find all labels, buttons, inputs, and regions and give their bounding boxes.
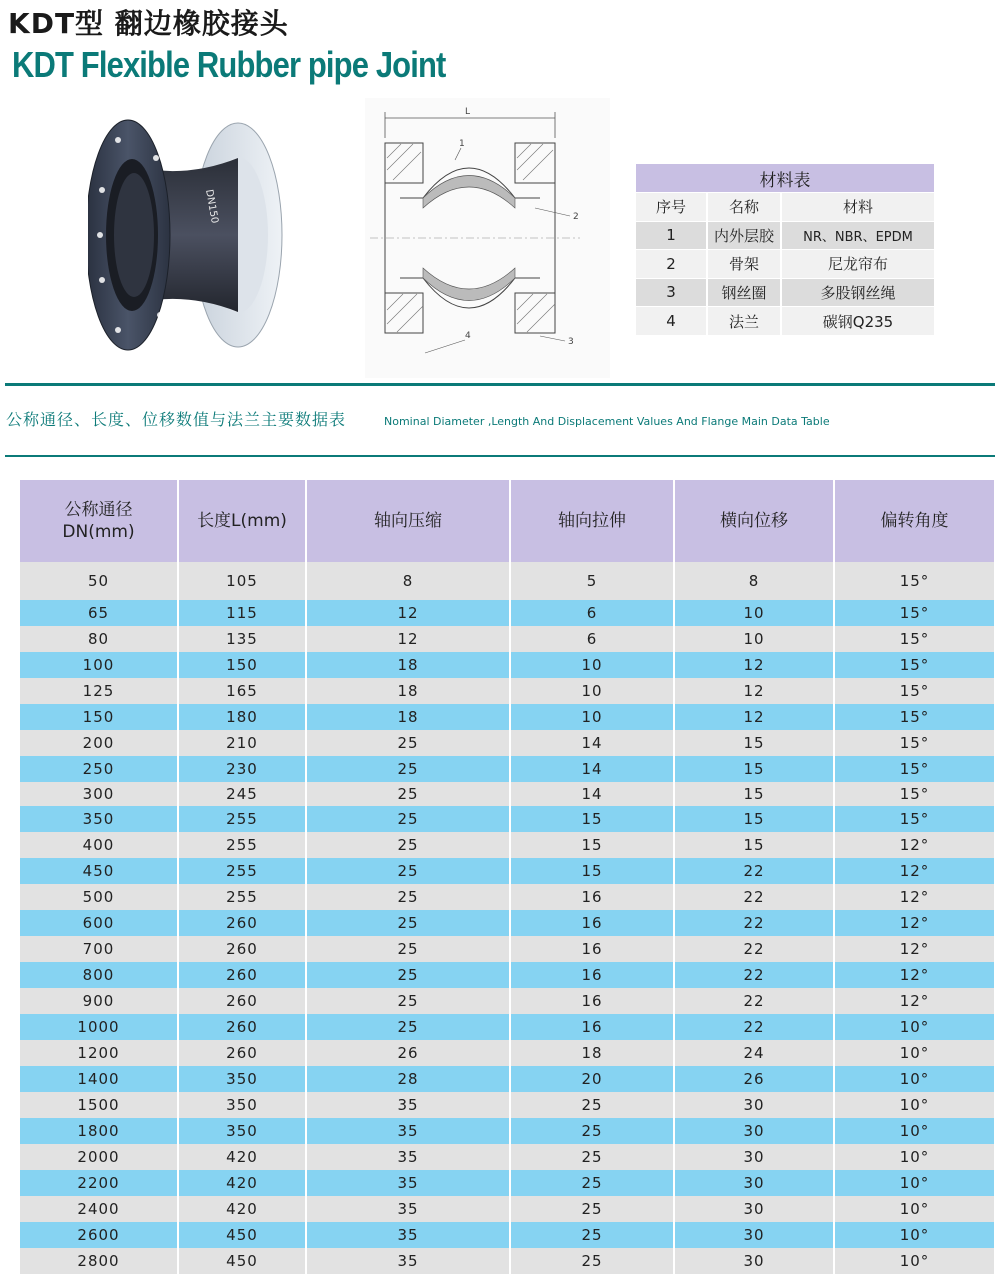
materials-cell: 2 [636, 250, 707, 279]
table-cell: 15 [674, 756, 834, 782]
table-cell: 255 [178, 858, 306, 884]
table-cell: 10 [510, 652, 674, 678]
materials-cell: 多股钢丝绳 [781, 278, 934, 307]
table-cell: 25 [306, 756, 510, 782]
table-cell: 420 [178, 1196, 306, 1222]
table-cell: 12 [674, 652, 834, 678]
callout-2: 2 [573, 212, 579, 222]
materials-cell: 1 [636, 221, 707, 250]
table-cell: 260 [178, 962, 306, 988]
table-row [20, 730, 994, 756]
table-cell: 210 [178, 730, 306, 756]
table-cell: 1200 [20, 1040, 178, 1066]
table-cell: 260 [178, 910, 306, 936]
table-cell: 10 [674, 600, 834, 626]
data-table [20, 480, 994, 1274]
table-cell: 12° [834, 910, 994, 936]
table-cell: 50 [20, 562, 178, 600]
table-cell: 12° [834, 832, 994, 858]
table-row [20, 910, 994, 936]
table-cell: 14 [510, 756, 674, 782]
page-title-cn: KDT型 翻边橡胶接头 [8, 7, 289, 40]
materials-row [636, 278, 934, 307]
table-cell: 25 [510, 1222, 674, 1248]
header-cell: 轴向压缩 [306, 480, 510, 562]
page-title-en: KDT Flexible Rubber pipe Joint [12, 44, 446, 85]
table-cell: 10° [834, 1092, 994, 1118]
table-cell: 350 [178, 1118, 306, 1144]
table-row [20, 1144, 994, 1170]
table-cell: 10 [510, 704, 674, 730]
table-cell: 25 [306, 806, 510, 832]
table-cell: 12° [834, 936, 994, 962]
table-cell: 18 [306, 652, 510, 678]
table-cell: 100 [20, 652, 178, 678]
dim-label-l: L [465, 107, 471, 117]
table-cell: 25 [510, 1248, 674, 1274]
table-cell: 30 [674, 1092, 834, 1118]
materials-caption: 材料表 [636, 164, 934, 193]
table-cell: 15 [510, 832, 674, 858]
table-cell: 125 [20, 678, 178, 704]
table-cell: 18 [306, 704, 510, 730]
table-cell: 25 [306, 832, 510, 858]
table-cell: 15 [510, 806, 674, 832]
table-cell: 22 [674, 962, 834, 988]
table-cell: 10° [834, 1144, 994, 1170]
table-row [20, 988, 994, 1014]
table-cell: 420 [178, 1170, 306, 1196]
table-cell: 22 [674, 910, 834, 936]
table-cell: 180 [178, 704, 306, 730]
table-cell: 12 [306, 626, 510, 652]
table-cell: 105 [178, 562, 306, 600]
table-cell: 8 [306, 562, 510, 600]
product-photo [88, 110, 288, 360]
table-cell: 6 [510, 600, 674, 626]
table-cell: 35 [306, 1118, 510, 1144]
table-cell: 22 [674, 884, 834, 910]
table-cell: 22 [674, 1014, 834, 1040]
table-row [20, 1040, 994, 1066]
table-cell: 25 [510, 1092, 674, 1118]
table-cell: 16 [510, 936, 674, 962]
table-cell: 200 [20, 730, 178, 756]
table-cell: 15° [834, 626, 994, 652]
table-row [20, 782, 994, 806]
materials-table [636, 164, 934, 335]
table-cell: 35 [306, 1222, 510, 1248]
table-row [20, 884, 994, 910]
table-cell: 260 [178, 1014, 306, 1040]
table-cell: 25 [510, 1144, 674, 1170]
table-cell: 25 [306, 936, 510, 962]
table-row [20, 858, 994, 884]
table-cell: 10° [834, 1014, 994, 1040]
table-cell: 255 [178, 884, 306, 910]
materials-cell: 钢丝圈 [707, 278, 781, 307]
table-row [20, 652, 994, 678]
table-cell: 30 [674, 1118, 834, 1144]
table-cell: 12 [674, 704, 834, 730]
table-cell: 15° [834, 600, 994, 626]
header-cell: 长度L(mm) [178, 480, 306, 562]
table-cell: 800 [20, 962, 178, 988]
table-cell: 25 [510, 1118, 674, 1144]
table-cell: 25 [306, 910, 510, 936]
table-cell: 500 [20, 884, 178, 910]
table-row [20, 600, 994, 626]
table-row [20, 1170, 994, 1196]
materials-cell: 4 [636, 307, 707, 336]
table-cell: 2000 [20, 1144, 178, 1170]
table-row [20, 678, 994, 704]
materials-cell: 3 [636, 278, 707, 307]
table-cell: 35 [306, 1170, 510, 1196]
table-row [20, 756, 994, 782]
table-cell: 150 [178, 652, 306, 678]
table-cell: 450 [178, 1222, 306, 1248]
table-cell: 165 [178, 678, 306, 704]
table-cell: 25 [306, 962, 510, 988]
table-cell: 400 [20, 832, 178, 858]
section-title-en: Nominal Diameter ,Length And Displacement Values And Flange Main Data Table [384, 415, 830, 428]
table-cell: 260 [178, 988, 306, 1014]
table-cell: 255 [178, 806, 306, 832]
table-cell: 30 [674, 1196, 834, 1222]
table-cell: 10 [674, 626, 834, 652]
cross-section-drawing [365, 98, 610, 378]
materials-row [636, 307, 934, 336]
materials-cell: 尼龙帘布 [781, 250, 934, 279]
table-cell: 15 [674, 832, 834, 858]
table-cell: 150 [20, 704, 178, 730]
data-header-row [20, 480, 994, 562]
callout-3: 3 [568, 337, 574, 347]
header-cell: 偏转角度 [834, 480, 994, 562]
table-cell: 1500 [20, 1092, 178, 1118]
table-cell: 700 [20, 936, 178, 962]
materials-row [636, 221, 934, 250]
table-cell: 1800 [20, 1118, 178, 1144]
table-cell: 15° [834, 652, 994, 678]
table-cell: 6 [510, 626, 674, 652]
table-cell: 10° [834, 1248, 994, 1274]
table-cell: 250 [20, 756, 178, 782]
table-cell: 10° [834, 1066, 994, 1092]
table-row [20, 626, 994, 652]
divider-bottom [5, 455, 995, 457]
materials-row [636, 250, 934, 279]
table-row [20, 1066, 994, 1092]
table-cell: 12° [834, 962, 994, 988]
table-cell: 420 [178, 1144, 306, 1170]
table-cell: 26 [674, 1066, 834, 1092]
table-cell: 35 [306, 1092, 510, 1118]
table-cell: 10° [834, 1040, 994, 1066]
table-cell: 600 [20, 910, 178, 936]
table-row [20, 1248, 994, 1274]
table-row [20, 1014, 994, 1040]
table-cell: 65 [20, 600, 178, 626]
table-cell: 28 [306, 1066, 510, 1092]
table-cell: 30 [674, 1248, 834, 1274]
table-row [20, 1092, 994, 1118]
table-cell: 15° [834, 562, 994, 600]
table-cell: 12° [834, 884, 994, 910]
table-cell: 15 [510, 858, 674, 884]
table-cell: 80 [20, 626, 178, 652]
table-row [20, 1196, 994, 1222]
table-cell: 22 [674, 988, 834, 1014]
table-cell: 25 [306, 730, 510, 756]
table-cell: 450 [20, 858, 178, 884]
table-cell: 2200 [20, 1170, 178, 1196]
table-cell: 5 [510, 562, 674, 600]
table-cell: 230 [178, 756, 306, 782]
table-cell: 12 [306, 600, 510, 626]
data-table-body [20, 562, 994, 1274]
header-cell: 公称通径 DN(mm) [20, 480, 178, 562]
table-cell: 25 [510, 1196, 674, 1222]
table-cell: 2400 [20, 1196, 178, 1222]
table-cell: 25 [306, 782, 510, 806]
table-cell: 18 [510, 1040, 674, 1066]
table-cell: 25 [510, 1170, 674, 1196]
table-row [20, 806, 994, 832]
table-row [20, 832, 994, 858]
divider-top [5, 383, 995, 386]
table-cell: 350 [178, 1066, 306, 1092]
table-cell: 15° [834, 704, 994, 730]
table-cell: 1400 [20, 1066, 178, 1092]
table-cell: 15 [674, 730, 834, 756]
table-cell: 15 [674, 782, 834, 806]
section-title-cn: 公称通径、长度、位移数值与法兰主要数据表 [6, 410, 347, 429]
table-cell: 255 [178, 832, 306, 858]
materials-cell: 内外层胶 [707, 221, 781, 250]
table-row [20, 962, 994, 988]
table-cell: 20 [510, 1066, 674, 1092]
table-cell: 300 [20, 782, 178, 806]
table-row [20, 1222, 994, 1248]
table-cell: 25 [306, 1014, 510, 1040]
table-cell: 115 [178, 600, 306, 626]
header-cell: 横向位移 [674, 480, 834, 562]
table-cell: 260 [178, 936, 306, 962]
table-cell: 900 [20, 988, 178, 1014]
table-cell: 30 [674, 1144, 834, 1170]
table-cell: 14 [510, 782, 674, 806]
table-cell: 35 [306, 1248, 510, 1274]
table-cell: 10° [834, 1118, 994, 1144]
table-row [20, 1118, 994, 1144]
callout-4: 4 [465, 331, 471, 341]
photo-size-label: DN150 [203, 188, 220, 225]
callout-1: 1 [459, 139, 465, 149]
table-row [20, 562, 994, 600]
table-cell: 26 [306, 1040, 510, 1066]
table-cell: 16 [510, 962, 674, 988]
table-cell: 10 [510, 678, 674, 704]
table-cell: 10° [834, 1170, 994, 1196]
table-cell: 2800 [20, 1248, 178, 1274]
table-cell: 10° [834, 1222, 994, 1248]
table-cell: 18 [306, 678, 510, 704]
table-cell: 15° [834, 782, 994, 806]
table-row [20, 936, 994, 962]
table-cell: 30 [674, 1170, 834, 1196]
materials-cell: NR、NBR、EPDM [781, 221, 934, 250]
materials-header-row [636, 193, 934, 222]
table-cell: 8 [674, 562, 834, 600]
table-cell: 245 [178, 782, 306, 806]
table-row [20, 704, 994, 730]
table-cell: 350 [20, 806, 178, 832]
table-cell: 10° [834, 1196, 994, 1222]
table-cell: 2600 [20, 1222, 178, 1248]
materials-header-cell: 材料 [781, 193, 934, 222]
table-cell: 15° [834, 806, 994, 832]
table-cell: 260 [178, 1040, 306, 1066]
table-cell: 16 [510, 988, 674, 1014]
table-cell: 35 [306, 1144, 510, 1170]
materials-cell: 骨架 [707, 250, 781, 279]
table-cell: 16 [510, 910, 674, 936]
table-cell: 1000 [20, 1014, 178, 1040]
table-cell: 12° [834, 988, 994, 1014]
table-cell: 15° [834, 730, 994, 756]
table-cell: 16 [510, 1014, 674, 1040]
table-cell: 22 [674, 858, 834, 884]
materials-cell: 法兰 [707, 307, 781, 336]
table-cell: 15° [834, 678, 994, 704]
table-cell: 25 [306, 884, 510, 910]
materials-cell: 碳钢Q235 [781, 307, 934, 336]
table-cell: 35 [306, 1196, 510, 1222]
table-cell: 30 [674, 1222, 834, 1248]
table-cell: 350 [178, 1092, 306, 1118]
table-cell: 24 [674, 1040, 834, 1066]
table-cell: 25 [306, 858, 510, 884]
table-cell: 12° [834, 858, 994, 884]
materials-header-cell: 序号 [636, 193, 707, 222]
table-cell: 135 [178, 626, 306, 652]
table-cell: 22 [674, 936, 834, 962]
table-cell: 14 [510, 730, 674, 756]
table-cell: 15 [674, 806, 834, 832]
table-cell: 25 [306, 988, 510, 1014]
table-cell: 15° [834, 756, 994, 782]
table-cell: 16 [510, 884, 674, 910]
header-cell: 轴向拉伸 [510, 480, 674, 562]
table-cell: 12 [674, 678, 834, 704]
table-cell: 450 [178, 1248, 306, 1274]
materials-header-cell: 名称 [707, 193, 781, 222]
